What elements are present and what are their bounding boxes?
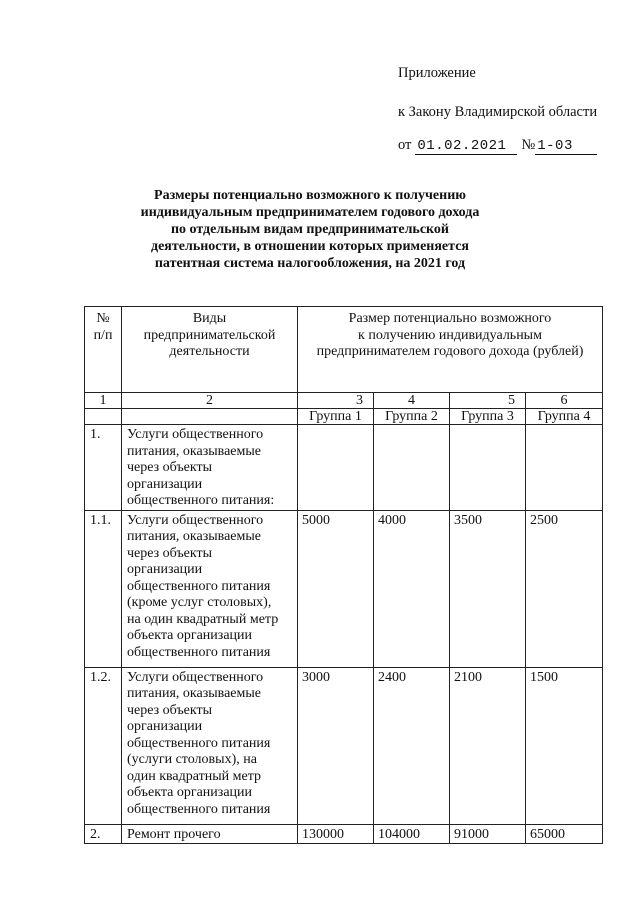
column-number: 2 [122,393,298,409]
table-row [85,824,603,844]
table-row [85,667,603,824]
column-number: 6 [526,393,603,409]
income-value: 3000 [298,667,374,824]
income-value: 4000 [374,510,450,667]
income-value: 65000 [526,824,603,844]
activity-description: Услуги общественного питания, оказываемые через объекты организации общественного питания: [122,425,298,511]
appendix-law-reference: к Закону Владимирской области [398,104,598,120]
row-number: 1.1. [85,510,122,667]
title-line: деятельности, в отношении которых применяется [151,239,469,254]
group-row [85,409,603,425]
header-num: № п/п [85,307,122,393]
date-prefix: от [398,137,412,153]
column-number: 5 [450,393,526,409]
group-label: Группа 4 [526,409,603,425]
income-value [526,425,603,511]
group-empty-cell [85,409,122,425]
income-value [374,425,450,511]
appendix-label: Приложение [398,65,476,81]
group-label: Группа 1 [298,409,374,425]
activity-description: Услуги общественного питания, оказываемые через объекты организации общественного питания (кроме услуг столовых), на один квадратный метр объекта организации общественного питания [122,510,298,667]
income-value: 5000 [298,510,374,667]
activity-description: Услуги общественного питания, оказываемые через объекты организации общественного питания (услуги столовых), на один квадратный метр объекта организации общественного питания [122,667,298,824]
header-activity: Виды предпринимательской деятельности [122,307,298,393]
income-value: 1500 [526,667,603,824]
number-prefix: № [521,137,536,153]
table-row [85,425,603,511]
income-value: 3500 [450,510,526,667]
income-value: 91000 [450,824,526,844]
title-line: по отдельным видам предпринимательской [170,222,449,237]
income-value [298,425,374,511]
row-number: 1. [85,425,122,511]
table-row [85,510,603,667]
income-value: 2500 [526,510,603,667]
title-line: индивидуальным предпринимателем годового дохода [140,205,480,220]
column-number: 4 [374,393,450,409]
income-table [84,306,603,844]
title-line: Размеры потенциально возможного к получению [154,188,466,203]
income-value: 104000 [374,824,450,844]
table-header-row [85,307,603,393]
group-label: Группа 2 [374,409,450,425]
title-line: патентная система налогообложения, на 2021 год [154,256,466,271]
law-number: 1-03 [535,138,597,155]
column-number: 1 [85,393,122,409]
header-income: Размер потенциально возможного к получению индивидуальным предпринимателем годового дохода (рублей) [298,307,603,393]
group-empty-cell [122,409,298,425]
group-label: Группа 3 [450,409,526,425]
column-number: 3 [298,393,374,409]
column-number-row [85,393,603,409]
law-date: 01.02.2021 [415,138,517,155]
document-title [100,187,520,272]
row-number: 2. [85,824,122,844]
activity-description: Ремонт прочего [122,824,298,844]
income-value: 2400 [374,667,450,824]
row-number: 1.2. [85,667,122,824]
income-value: 130000 [298,824,374,844]
appendix-date-number [398,136,597,155]
income-value [450,425,526,511]
income-value: 2100 [450,667,526,824]
